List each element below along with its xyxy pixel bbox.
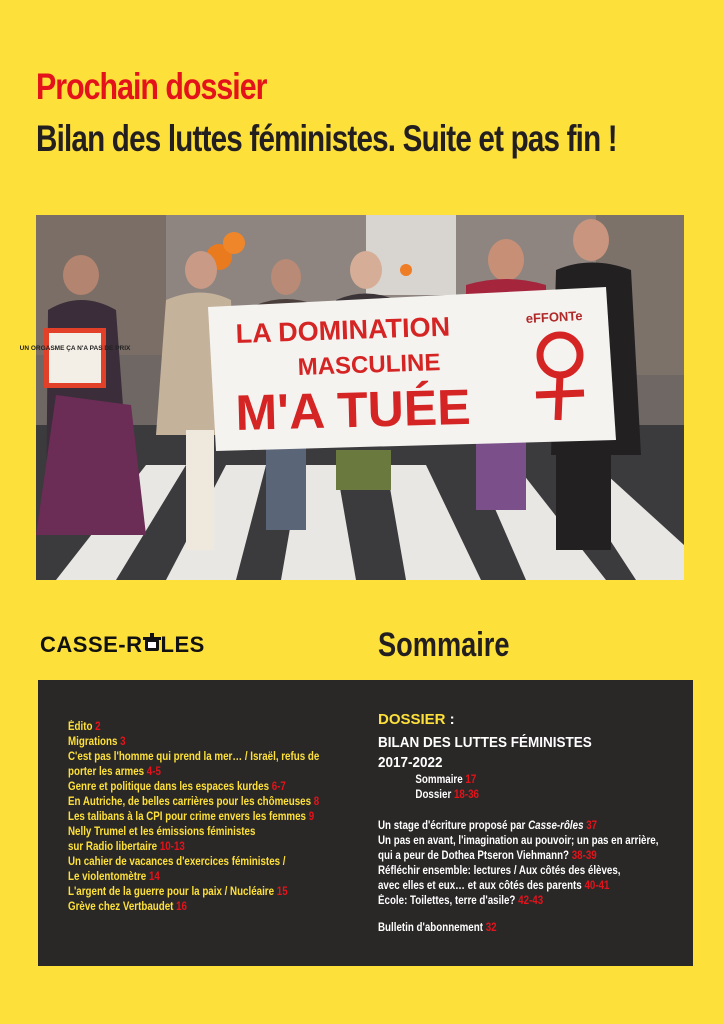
dossier-title: BILAN DES LUTTES FÉMINISTES [378, 734, 592, 751]
casse-roles-logo [40, 632, 205, 658]
toc-entry[interactable]: Le violentomètre 14 [68, 871, 160, 883]
toc-entry-sommaire[interactable]: Sommaire 17 [415, 774, 477, 786]
toc-entry[interactable]: L'argent de la guerre pour la paix / Nucléaire 15 [68, 886, 288, 898]
toc-entry[interactable]: Nelly Trumel et les émissions féministes [68, 826, 256, 838]
banner-line-3: M'A TUÉE [234, 378, 472, 441]
toc-entry[interactable]: Un stage d'écriture proposé par Casse-rôles 37 [378, 820, 598, 832]
toc-entry[interactable]: avec elles et eux… et aux côtés des parents 40-41 [378, 880, 610, 892]
toc-entry[interactable]: Un cahier de vacances d'exercices féministes / [68, 856, 286, 868]
toc-entry[interactable]: Réfléchir ensemble: lectures / Aux côtés des élèves, [378, 865, 621, 877]
toc-entry[interactable]: Migrations 3 [68, 736, 126, 748]
dossier-years: 2017-2022 [378, 754, 443, 771]
toc-entry[interactable]: Édito 2 [68, 721, 101, 733]
toc-entry[interactable]: Les talibans à la CPI pour crime envers les femmes 9 [68, 811, 315, 823]
toc-entry-dossier[interactable]: Dossier 18-36 [415, 789, 479, 801]
toc-entry[interactable]: En Autriche, de belles carrières pour les chômeuses 8 [68, 796, 320, 808]
toc-entry[interactable]: Genre et politique dans les espaces kurdes 6-7 [68, 781, 286, 793]
protest-sign-text: UN ORGASME ÇA N'A PAS DE PRIX [19, 345, 131, 352]
banner-line-1: LA DOMINATION [235, 311, 451, 349]
next-dossier-label: Prochain dossier [36, 66, 267, 107]
banner-tag: eFFONTe [525, 308, 583, 326]
toc-entry[interactable]: Un pas en avant, l'imagination au pouvoir; un pas en arrière, [378, 835, 659, 847]
toc-right-column [378, 712, 678, 936]
logo-text-after: LES [160, 632, 205, 657]
sommaire-title: Sommaire [378, 626, 510, 664]
logo-text-before: CASSE-R [40, 632, 143, 657]
toc-entry[interactable]: École: Toilettes, terre d'asile? 42-43 [378, 895, 544, 907]
toc-entry[interactable]: qui a peur de Dothea Ptseron Viehmann? 38-39 [378, 850, 597, 862]
toc-entry[interactable]: sur Radio libertaire 10-13 [68, 841, 185, 853]
toc-entry[interactable]: porter les armes 4-5 [68, 766, 161, 778]
pot-icon [143, 632, 161, 652]
toc-entry-bulletin[interactable]: Bulletin d'abonnement 32 [378, 922, 497, 934]
toc-left-column [68, 720, 368, 915]
toc-entry[interactable]: Grève chez Vertbaudet 16 [68, 901, 187, 913]
toc-entry[interactable]: C'est pas l'homme qui prend la mer… / Israël, refus de [68, 751, 320, 763]
dossier-label: DOSSIER : [378, 711, 455, 728]
table-of-contents [38, 680, 693, 966]
banner-line-2: MASCULINE [297, 349, 441, 381]
protest-illustration [19, 215, 684, 580]
next-dossier-title: Bilan des luttes féministes. Suite et pas fin ! [36, 118, 617, 159]
protest-photo [19, 215, 684, 580]
